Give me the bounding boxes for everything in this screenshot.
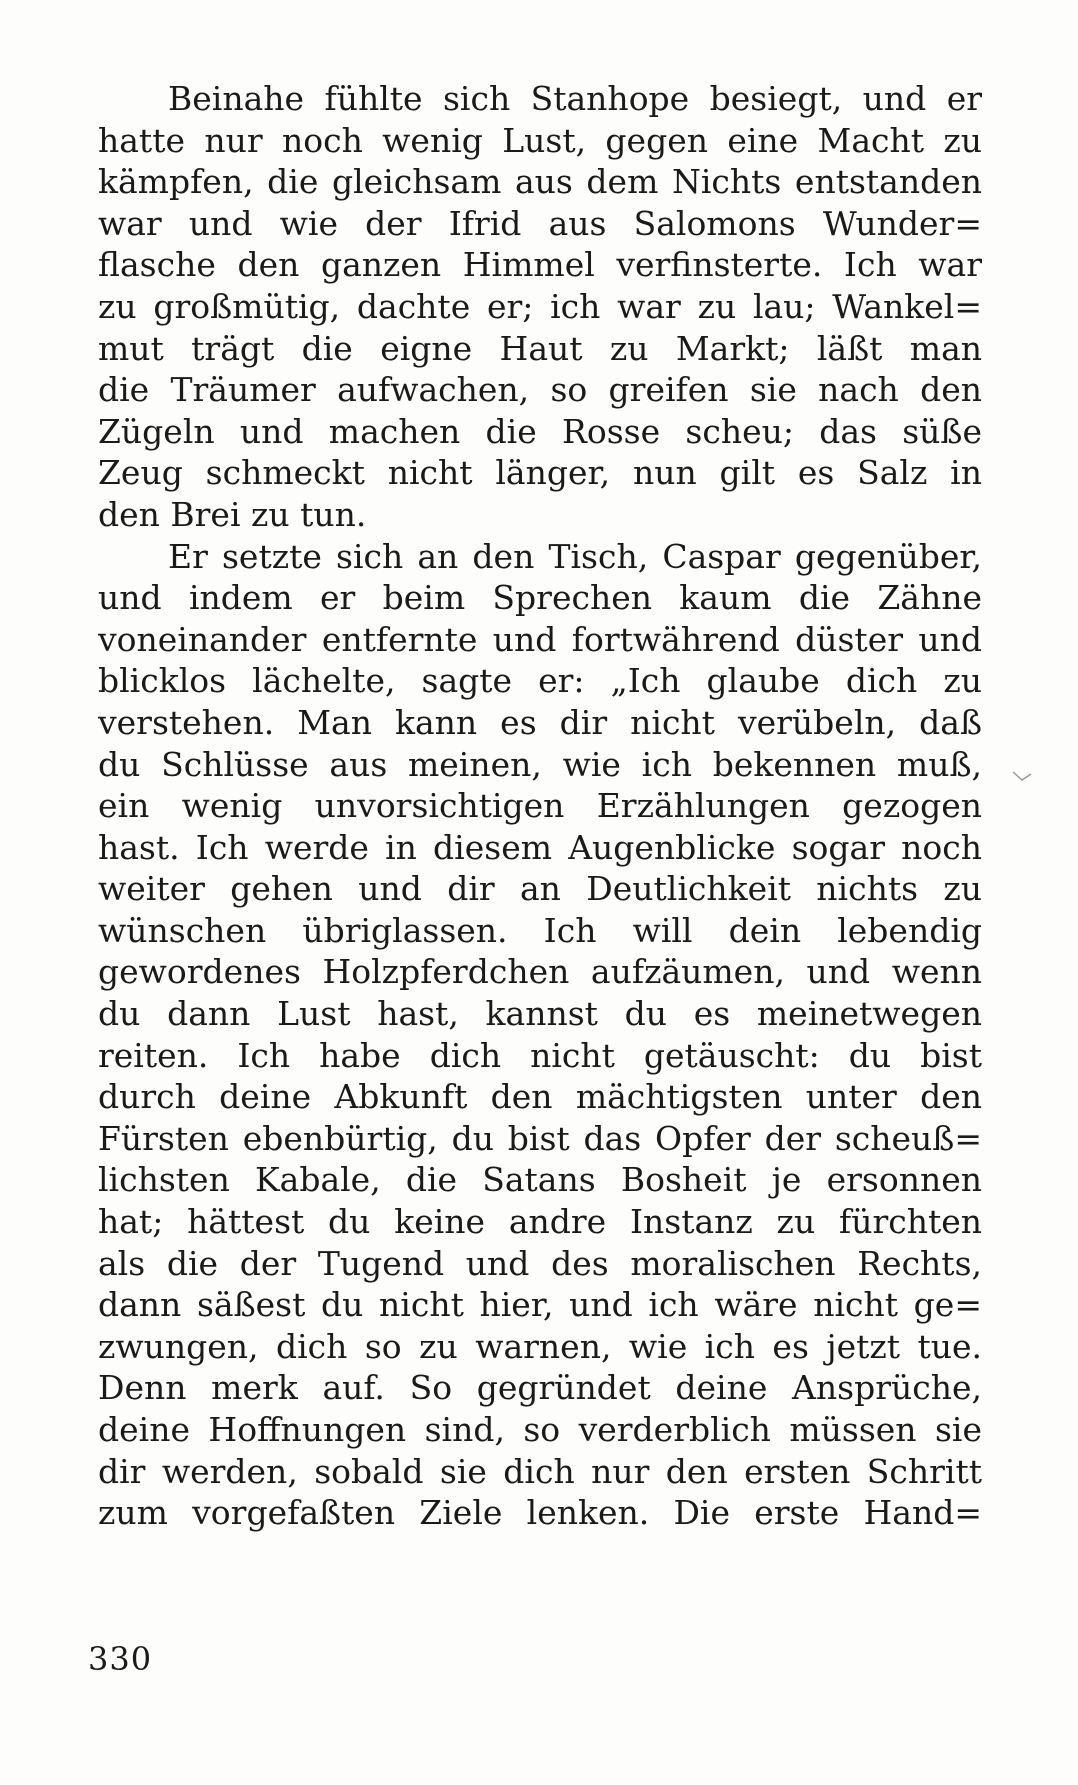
text-line: Zeug schmeckt nicht länger, nun gilt es Salz in [98,453,982,493]
body-text [98,78,982,1534]
text-line: dir werden, sobald sie dich nur den ersten Schritt [98,1451,982,1491]
text-line: blicklos lächelte, sagte er: „Ich glaube dich zu [98,661,982,701]
text-line: zwungen, dich so zu warnen, wie ich es jetzt tue. [98,1326,982,1366]
text-line: voneinander entfernte und fortwährend düster und [98,619,982,659]
text-line: die Träumer aufwachen, so greifen sie nach den [98,370,982,410]
margin-tick-mark [1012,770,1032,782]
text-line: wünschen übriglassen. Ich will dein lebendig [98,910,982,950]
text-line: hatte nur noch wenig Lust, gegen eine Macht zu [98,120,982,160]
text-line: mut trägt die eigne Haut zu Markt; läßt man [98,328,982,368]
text-line: Fürsten ebenbürtig, du bist das Opfer der scheuß= [98,1118,982,1158]
text-line: gewordenes Holzpferdchen aufzäumen, und wenn [98,952,982,992]
text-line: zum vorgefaßten Ziele lenken. Die erste Hand= [98,1493,982,1533]
text-line: ein wenig unvorsichtigen Erzählungen gezogen [98,786,982,826]
text-line: und indem er beim Sprechen kaum die Zähne [98,578,982,618]
text-line: Er setzte sich an den Tisch, Caspar gegenüber, [168,536,982,576]
text-line: du dann Lust hast, kannst du es meinetwegen [98,994,982,1034]
text-line: hast. Ich werde in diesem Augenblicke sogar noch [98,827,982,867]
text-line: weiter gehen und dir an Deutlichkeit nichts zu [98,869,982,909]
text-line: war und wie der Ifrid aus Salomons Wunder= [98,203,982,243]
text-line: den Brei zu tun. [98,494,367,534]
text-line: verstehen. Man kann es dir nicht verübeln, daß [98,702,982,742]
text-line: Denn merk auf. So gegründet deine Ansprüche, [98,1368,982,1408]
text-line: Zügeln und machen die Rosse scheu; das süße [98,411,982,451]
text-line: deine Hoffnungen sind, so verderblich müssen sie [98,1410,982,1449]
text-line: du Schlüsse aus meinen, wie ich bekennen muß, [98,744,982,784]
text-line: flasche den ganzen Himmel verfinsterte. Ich war [98,245,982,285]
text-line: dann säßest du nicht hier, und ich wäre nicht ge= [98,1285,982,1325]
text-line: durch deine Abkunft den mächtigsten unter den [98,1077,982,1117]
text-line: hat; hättest du keine andre Instanz zu fürchten [98,1202,982,1242]
page-number: 330 [88,1640,153,1678]
text-line: Beinahe fühlte sich Stanhope besiegt, und er [168,79,982,118]
text-line: lichsten Kabale, die Satans Bosheit je ersonnen [98,1160,982,1200]
text-line: kämpfen, die gleichsam aus dem Nichts entstanden [98,162,982,202]
text-line: als die der Tugend und des moralischen Rechts, [98,1243,982,1283]
text-line: zu großmütig, dachte er; ich war zu lau; Wankel= [98,286,982,326]
text-line: reiten. Ich habe dich nicht getäuscht: du bist [98,1035,982,1075]
